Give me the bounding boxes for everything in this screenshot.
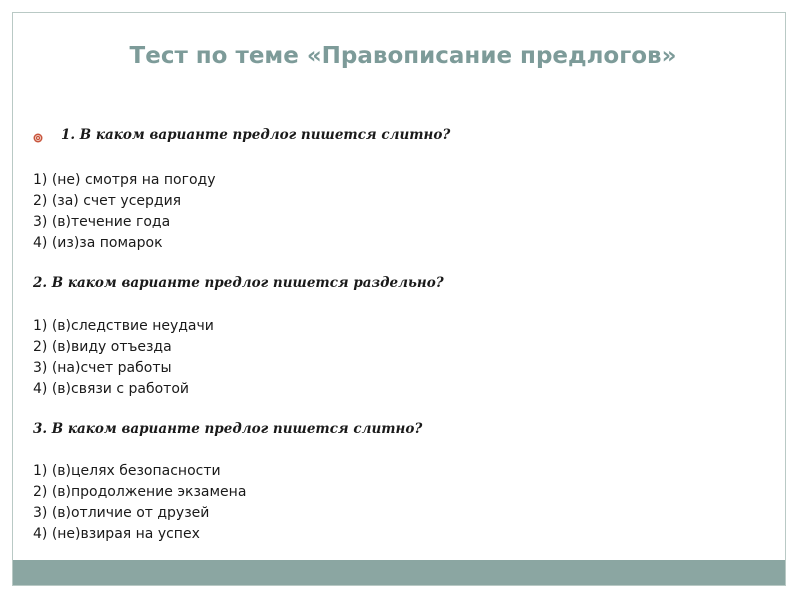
question-1: 1. В каком варианте предлог пишется слитно? xyxy=(61,127,451,143)
question-1-options xyxy=(33,170,216,254)
option-item: 1) (в)следствие неудачи xyxy=(33,318,214,334)
option-item: 1) (в)целях безопасности xyxy=(33,463,221,479)
slide-title: Тест по теме «Правописание предлогов» xyxy=(129,43,677,69)
bullet-icon xyxy=(33,133,43,143)
option-item: 3) (в)течение года xyxy=(33,214,171,230)
option-item: 2) (за) счет усердия xyxy=(33,193,182,209)
option-item: 3) (на)счет работы xyxy=(33,360,172,376)
option-item: 1) (не) смотря на погоду xyxy=(33,172,216,188)
option-item: 2) (в)виду отъезда xyxy=(33,339,172,355)
question-3: 3. В каком варианте предлог пишется слитно? xyxy=(33,421,423,437)
option-item: 4) (не)взирая на успех xyxy=(33,526,200,542)
option-item: 4) (в)связи с работой xyxy=(33,381,189,397)
option-item: 3) (в)отличие от друзей xyxy=(33,505,210,521)
footer-bar xyxy=(13,560,785,585)
option-item: 2) (в)продолжение экзамена xyxy=(33,484,247,500)
question-3-options xyxy=(33,461,246,545)
option-item: 4) (из)за помарок xyxy=(33,235,163,251)
question-2-options xyxy=(33,316,214,400)
question-2: 2. В каком варианте предлог пишется раздельно? xyxy=(33,275,444,291)
